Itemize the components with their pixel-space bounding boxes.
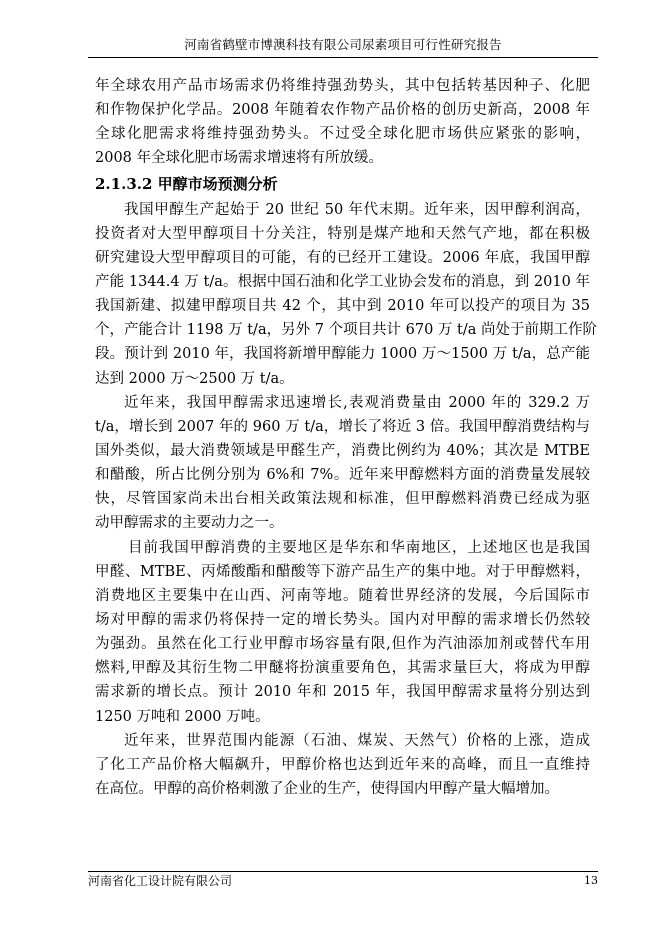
text-line: 目前我国甲醇消费的主要地区是华东和华南地区，上述地区也是我国 (128, 539, 590, 556)
text-line: 近年来，我国甲醇需求迅速增长,表观消费量由 2000 年的 329.2 万 (124, 394, 590, 411)
text-line: 消费地区主要集中在山西、河南等地。随着世界经济的发展，今后国际市 (95, 587, 590, 604)
text-line: 2008 年全球化肥市场需求增速将有所放缓。 (95, 150, 384, 167)
document-body (95, 74, 597, 801)
text-line: 全球化肥需求将维持强劲势头。不过受全球化肥市场供应紧张的影响， (95, 126, 590, 143)
text-line: 1250 万吨和 2000 万吨。 (95, 708, 270, 725)
text-line: 产能 1344.4 万 t/a。根据中国石油和化学工业协会发布的消息，到 2010 年 (95, 273, 590, 290)
text-line: 国外类似，最大消费领域是甲醛生产，消费比例约为 40%；其次是 MTBE (95, 442, 590, 459)
text-line: 我国甲醇生产起始于 20 世纪 50 年代末期。近年来，因甲醇利润高， (124, 201, 590, 218)
text-line: 场对甲醇的需求仍将保持一定的增长势头。国内对甲醇的需求增长仍然较 (95, 611, 590, 628)
text-line: 燃料,甲醇及其衍生物二甲醚将扮演重要角色，其需求量巨大，将成为甲醇 (95, 660, 590, 677)
paragraph-methanol-capacity (95, 198, 597, 391)
paragraph-price-trend (95, 729, 590, 801)
paragraph-methanol-demand (95, 391, 590, 536)
text-line: 年全球农用产品市场需求仍将维持强劲势头，其中包括转基因种子、化肥 (95, 78, 590, 94)
text-line: 近年来，世界范围内能源（石油、煤炭、天然气）价格的上涨，造成 (124, 732, 590, 749)
text-line: 快，尽管国家尚未出台相关政策法规和标准，但甲醇燃料消费已经成为驱 (95, 491, 590, 508)
paragraph-consumption-regions (95, 536, 590, 729)
text-line: 甲醛、MTBE、丙烯酸酯和醋酸等下游产品生产的集中地。对于甲醇燃料， (95, 563, 590, 580)
text-line: 了化工产品价格大幅飙升，甲醇价格也达到近年来的高峰，而且一直维持 (95, 756, 590, 773)
header-divider (88, 57, 598, 58)
text-line: 达到 2000 万～2500 万 t/a。 (95, 370, 294, 387)
text-line: 需求新的增长点。预计 2010 年和 2015 年，我国甲醇需求量将分别达到 (95, 684, 590, 701)
text-line: 和作物保护化学品。2008 年随着农作物产品价格的创历史新高，2008 年 (95, 102, 590, 119)
text-line: 我国新建、拟建甲醇项目共 42 个，其中到 2010 年可以投产的项目为 35 (95, 298, 590, 315)
footer-company: 河南省化工设计院有限公司 (88, 874, 233, 888)
paragraph-intro (95, 74, 590, 171)
text-line: 在高位。甲醇的高价格刺激了企业的生产，使得国内甲醇产量大幅增加。 (95, 780, 559, 797)
text-line: 投资者对大型甲醇项目十分关注，特别是煤产地和天然气产地，都在积极 (95, 225, 590, 242)
text-line: 研究建设大型甲醇项目的可能，有的已经开工建设。2006 年底，我国甲醇 (95, 249, 590, 266)
text-line: 个，产能合计 1198 万 t/a，另外 7 个项目共计 670 万 t/a 尚处于前期工作阶 (95, 322, 597, 339)
footer-divider (88, 871, 598, 872)
text-line: 动甲醇需求的主要动力之一。 (95, 515, 284, 532)
page-number: 13 (584, 874, 598, 887)
text-line: t/a，增长到 2007 年的 960 万 t/a，增长了将近 3 倍。我国甲醇消费结构与 (95, 418, 590, 435)
page-header-title: 河南省鹤壁市博澳科技有限公司尿素项目可行性研究报告 (184, 37, 502, 52)
text-line: 和醋酸，所占比例分别为 6%和 7%。近年来甲醇燃料方面的消费量发展较 (95, 467, 590, 484)
text-line: 段。预计到 2010 年，我国将新增甲醇能力 1000 万～1500 万 t/a，总产能 (95, 346, 590, 363)
text-line: 为强劲。虽然在化工行业甲醇市场容量有限,但作为汽油添加剂或替代车用 (95, 636, 590, 653)
section-heading: 2.1.3.2 甲醇市场预测分析 (95, 174, 278, 193)
